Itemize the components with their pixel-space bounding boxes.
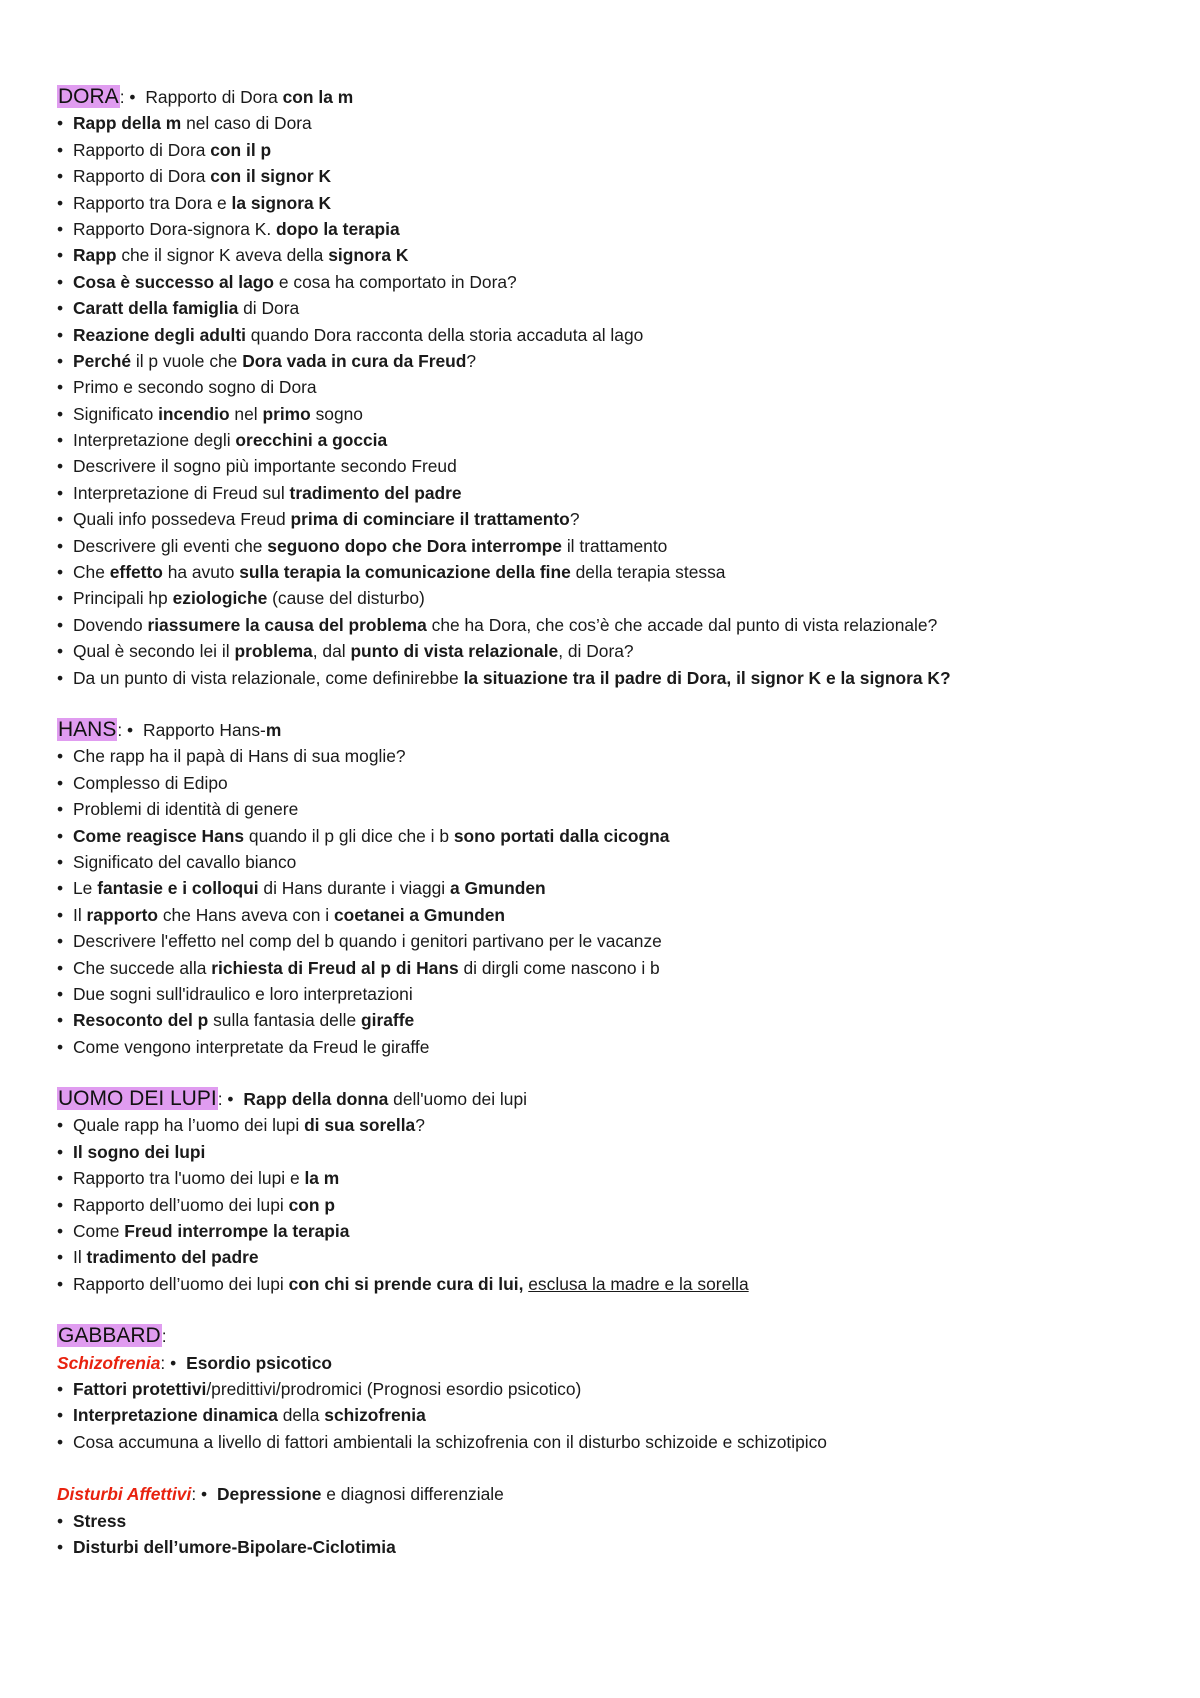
text-run: primo bbox=[262, 403, 311, 424]
list-item bbox=[57, 480, 1157, 506]
bullet: • bbox=[227, 1089, 234, 1110]
bullet: • bbox=[57, 535, 64, 556]
list-item bbox=[57, 216, 1157, 242]
text-run: Descrivere l'effetto nel comp del b quando i genitori partivano per le vacanze bbox=[73, 931, 662, 952]
affettivi-first-item bbox=[217, 1484, 504, 1504]
text-run: Rapp della donna bbox=[243, 1089, 389, 1110]
bullet: • bbox=[57, 1194, 64, 1215]
bullet: • bbox=[57, 1221, 64, 1242]
text-run: Come reagisce Hans bbox=[73, 825, 245, 846]
bullet: • bbox=[57, 139, 64, 160]
list-item bbox=[57, 1534, 1157, 1560]
list-item bbox=[57, 1244, 1157, 1270]
text-run: tradimento del padre bbox=[86, 1247, 259, 1268]
schizofrenia-line bbox=[57, 1350, 1157, 1376]
bullet: • bbox=[129, 87, 136, 107]
list-item-text bbox=[73, 377, 317, 397]
list-item-text bbox=[73, 245, 408, 265]
list-item-text bbox=[73, 140, 271, 160]
colon: : bbox=[217, 1089, 223, 1110]
bullet: • bbox=[57, 1247, 64, 1268]
document-body bbox=[57, 84, 1157, 1560]
text-run: tradimento del padre bbox=[289, 482, 462, 503]
colon: : bbox=[119, 87, 125, 107]
text-run: rapporto bbox=[86, 904, 159, 925]
list-item-text bbox=[73, 1168, 339, 1188]
text-run: Resoconto del p bbox=[73, 1010, 209, 1031]
text-run: incendio bbox=[158, 403, 230, 424]
colon: : bbox=[191, 1484, 197, 1505]
bullet: • bbox=[57, 1431, 64, 1452]
gabbard-heading-line bbox=[57, 1323, 1157, 1349]
list-item-text bbox=[73, 1405, 426, 1425]
list-item bbox=[57, 1007, 1157, 1033]
text-run: che Hans aveva con i bbox=[158, 904, 334, 925]
list-item bbox=[57, 1192, 1157, 1218]
list-item-text bbox=[73, 1432, 827, 1452]
text-run: sogno bbox=[310, 403, 363, 424]
text-run: a Gmunden bbox=[450, 878, 546, 899]
text-run: Principali hp bbox=[73, 588, 173, 609]
list-item bbox=[57, 1376, 1157, 1402]
list-item-text bbox=[73, 298, 299, 318]
list-item bbox=[57, 665, 1157, 691]
list-item bbox=[57, 823, 1157, 849]
list-item bbox=[57, 322, 1157, 348]
list-item bbox=[57, 163, 1157, 189]
text-run: Esordio psicotico bbox=[186, 1352, 333, 1373]
lupi-heading: UOMO DEI LUPI bbox=[58, 1087, 217, 1111]
list-item bbox=[57, 110, 1157, 136]
schizofrenia-title: Schizofrenia bbox=[57, 1352, 161, 1373]
list-item bbox=[57, 796, 1157, 822]
list-item bbox=[57, 585, 1157, 611]
list-item-text bbox=[73, 1511, 126, 1531]
text-run: Significato bbox=[73, 403, 159, 424]
list-item-text bbox=[73, 1221, 349, 1241]
list-item bbox=[57, 638, 1157, 664]
list-item bbox=[57, 1034, 1157, 1060]
bullet: • bbox=[57, 245, 64, 266]
text-run: di dirgli come nascono i b bbox=[458, 957, 660, 978]
text-run: Perché bbox=[73, 350, 132, 371]
list-item-text bbox=[73, 799, 298, 819]
list-item bbox=[57, 269, 1157, 295]
text-run: dell'uomo dei lupi bbox=[388, 1089, 527, 1110]
list-item-text bbox=[73, 1010, 414, 1030]
bullet: • bbox=[57, 403, 64, 424]
text-run: Complesso di Edipo bbox=[73, 772, 228, 793]
list-item-text bbox=[73, 1142, 205, 1162]
list-item-text bbox=[73, 826, 669, 846]
list-item-text bbox=[73, 1115, 425, 1135]
bullet: • bbox=[57, 772, 64, 793]
text-run: effetto bbox=[109, 562, 163, 583]
list-item-text bbox=[73, 905, 505, 925]
bullet: • bbox=[201, 1484, 208, 1505]
bullet: • bbox=[57, 931, 64, 952]
list-item-text bbox=[73, 166, 331, 186]
text-run: sono portati dalla cicogna bbox=[453, 825, 670, 846]
text-run: Che bbox=[73, 562, 110, 583]
text-run: il p vuole che bbox=[131, 350, 243, 371]
list-item-text bbox=[73, 588, 425, 608]
list-item-text bbox=[73, 641, 634, 661]
dora-heading: DORA bbox=[58, 85, 119, 108]
list-item-text bbox=[73, 615, 937, 635]
affettivi-line bbox=[57, 1481, 1157, 1507]
bullet: • bbox=[57, 1273, 64, 1294]
text-run: Significato del cavallo bianco bbox=[73, 851, 297, 872]
text-run: Problemi di identità di genere bbox=[73, 799, 299, 820]
text-run: ha avuto bbox=[162, 562, 240, 583]
lupi-first-item bbox=[243, 1089, 527, 1109]
bullet: • bbox=[57, 113, 64, 134]
text-run: Il bbox=[73, 904, 87, 925]
text-run: Cosa è successo al lago bbox=[73, 271, 275, 292]
text-run: , di Dora? bbox=[558, 641, 634, 662]
list-item-text bbox=[73, 509, 579, 529]
bullet: • bbox=[57, 509, 64, 530]
text-run: Dovendo bbox=[73, 614, 148, 635]
text-run: con chi si prende cura di lui, bbox=[288, 1273, 524, 1294]
text-run: di Hans durante i viaggi bbox=[258, 878, 450, 899]
list-item-text bbox=[73, 931, 662, 951]
list-item-text bbox=[73, 113, 312, 133]
list-item-text bbox=[73, 351, 476, 371]
text-run: con p bbox=[288, 1194, 335, 1215]
text-run: che il signor K aveva della bbox=[116, 245, 329, 266]
hans-items bbox=[57, 743, 1157, 1060]
text-run: Che rapp ha il papà di Hans di sua moglie? bbox=[73, 746, 406, 767]
text-run: Dora vada in cura da Freud bbox=[242, 350, 467, 371]
lupi-items bbox=[57, 1112, 1157, 1297]
list-item-text bbox=[73, 456, 457, 476]
list-item-text bbox=[73, 1537, 396, 1557]
text-run: la signora K bbox=[231, 192, 332, 213]
text-run: esclusa la madre e la sorella bbox=[528, 1273, 749, 1294]
list-item bbox=[57, 348, 1157, 374]
text-run: che ha Dora, che cos’è che accade dal punto di vista relazionale? bbox=[426, 614, 938, 635]
list-item bbox=[57, 506, 1157, 532]
gabbard-heading: GABBARD bbox=[58, 1324, 161, 1348]
text-run: Interpretazione dinamica bbox=[73, 1405, 278, 1426]
list-item bbox=[57, 533, 1157, 559]
list-item bbox=[57, 1165, 1157, 1191]
bullet: • bbox=[57, 614, 64, 635]
list-item bbox=[57, 427, 1157, 453]
list-item-text bbox=[73, 1037, 429, 1057]
bullet: • bbox=[57, 878, 64, 899]
text-run: della bbox=[277, 1405, 325, 1426]
bullet: • bbox=[57, 562, 64, 583]
text-run: sulla terapia la comunicazione della fine bbox=[239, 562, 571, 583]
bullet: • bbox=[57, 377, 64, 398]
text-run: e diagnosi differenziale bbox=[321, 1484, 504, 1505]
text-run: Il sogno dei lupi bbox=[73, 1141, 206, 1162]
dora-items bbox=[57, 110, 1157, 691]
list-item-text bbox=[73, 1379, 581, 1399]
text-run: la situazione tra il padre di Dora, il signor K e la signora K? bbox=[463, 667, 951, 688]
list-item-text bbox=[73, 746, 406, 766]
list-item bbox=[57, 981, 1157, 1007]
list-item-text bbox=[73, 668, 951, 688]
text-run: il trattamento bbox=[561, 535, 668, 556]
bullet: • bbox=[57, 588, 64, 609]
bullet: • bbox=[57, 166, 64, 187]
bullet: • bbox=[57, 1536, 64, 1557]
text-run: Cosa accumuna a livello di fattori ambientali la schizofrenia con il disturbo schizoide e schizotipico bbox=[73, 1431, 827, 1452]
list-item-text bbox=[73, 272, 517, 292]
text-run: Le bbox=[73, 878, 98, 899]
bullet: • bbox=[57, 1378, 64, 1399]
text-run: Freud interrompe la terapia bbox=[124, 1221, 350, 1242]
section-dora bbox=[57, 84, 1157, 691]
bullet: • bbox=[57, 983, 64, 1004]
bullet: • bbox=[57, 271, 64, 292]
text-run: Interpretazione degli bbox=[73, 430, 236, 451]
text-run: (cause del disturbo) bbox=[267, 588, 425, 609]
list-item-text bbox=[73, 483, 462, 503]
list-item bbox=[57, 849, 1157, 875]
bullet: • bbox=[57, 799, 64, 820]
bullet: • bbox=[57, 1168, 64, 1189]
list-item-text bbox=[73, 562, 725, 582]
bullet: • bbox=[57, 1010, 64, 1031]
text-run: seguono dopo che Dora interrompe bbox=[267, 535, 562, 556]
bullet: • bbox=[57, 667, 64, 688]
text-run: con il signor K bbox=[210, 166, 332, 187]
list-item bbox=[57, 875, 1157, 901]
bullet: • bbox=[170, 1352, 177, 1373]
list-item-text bbox=[73, 958, 660, 978]
list-item bbox=[57, 374, 1157, 400]
list-item-text bbox=[73, 325, 643, 345]
text-run: Quale rapp ha l’uomo dei lupi bbox=[73, 1115, 305, 1136]
text-run: di sua sorella bbox=[304, 1115, 416, 1136]
list-item bbox=[57, 453, 1157, 479]
text-run: riassumere la causa del problema bbox=[147, 614, 427, 635]
bullet: • bbox=[57, 825, 64, 846]
list-item bbox=[57, 1218, 1157, 1244]
list-item-text bbox=[73, 984, 413, 1004]
bullet: • bbox=[57, 218, 64, 239]
text-run: ? bbox=[415, 1115, 425, 1136]
text-run: Come vengono interpretate da Freud le giraffe bbox=[73, 1036, 430, 1057]
text-run: di Dora bbox=[238, 298, 300, 319]
text-run: Rapporto dell’uomo dei lupi bbox=[73, 1194, 289, 1215]
bullet: • bbox=[57, 957, 64, 978]
affettivi-title: Disturbi Affettivi bbox=[57, 1484, 192, 1505]
text-run: nel caso di Dora bbox=[181, 113, 312, 134]
bullet: • bbox=[57, 904, 64, 925]
lupi-heading-line bbox=[57, 1086, 1157, 1112]
list-item-text bbox=[73, 430, 387, 450]
list-item-text bbox=[73, 404, 363, 424]
bullet: • bbox=[57, 324, 64, 345]
list-item bbox=[57, 743, 1157, 769]
text-run: ? bbox=[466, 350, 477, 371]
list-item bbox=[57, 242, 1157, 268]
list-item bbox=[57, 401, 1157, 427]
colon: : bbox=[161, 1326, 167, 1347]
bullet: • bbox=[57, 350, 64, 371]
text-run: prima di cominciare il trattamento bbox=[290, 509, 570, 530]
text-run: quando Dora racconta della storia accaduta al lago bbox=[245, 324, 644, 345]
list-item bbox=[57, 1402, 1157, 1428]
text-run: , dal bbox=[312, 641, 351, 662]
list-item bbox=[57, 1112, 1157, 1138]
bullet: • bbox=[57, 456, 64, 477]
list-item bbox=[57, 559, 1157, 585]
text-run: Che succede alla bbox=[73, 957, 212, 978]
text-run: problema bbox=[234, 641, 313, 662]
text-run: quando il p gli dice che i b bbox=[244, 825, 454, 846]
text-run: e cosa ha comportato in Dora? bbox=[274, 271, 517, 292]
list-item-text bbox=[73, 536, 667, 556]
text-run: giraffe bbox=[361, 1010, 415, 1031]
list-item-text bbox=[73, 878, 546, 898]
text-run: Stress bbox=[73, 1510, 127, 1531]
text-run: m bbox=[265, 719, 282, 740]
hans-first-item bbox=[143, 720, 281, 740]
text-run: eziologiche bbox=[172, 588, 268, 609]
list-item-text bbox=[73, 219, 400, 239]
list-item bbox=[57, 295, 1157, 321]
text-run: fantasie e i colloqui bbox=[97, 878, 259, 899]
section-uomo-dei-lupi bbox=[57, 1086, 1157, 1297]
text-run: Rapp della m bbox=[73, 113, 182, 134]
list-item bbox=[57, 955, 1157, 981]
hans-heading: HANS bbox=[58, 717, 117, 741]
text-run: Da un punto di vista relazionale, come definirebbe bbox=[73, 667, 464, 688]
bullet: • bbox=[57, 192, 64, 213]
text-run: Primo e secondo sogno di Dora bbox=[73, 377, 317, 398]
bullet: • bbox=[57, 1510, 64, 1531]
text-run: Descrivere gli eventi che bbox=[73, 535, 268, 556]
bullet: • bbox=[57, 1115, 64, 1136]
list-item bbox=[57, 902, 1157, 928]
text-run: schizofrenia bbox=[324, 1405, 426, 1426]
affettivi-items bbox=[57, 1508, 1157, 1561]
text-run: Disturbi dell’umore-Bipolare-Ciclotimia bbox=[73, 1536, 396, 1557]
text-run: con la m bbox=[282, 87, 354, 107]
text-run: Come bbox=[73, 1221, 125, 1242]
text-run: Descrivere il sogno più importante secondo Freud bbox=[73, 456, 457, 477]
dora-heading-line bbox=[57, 84, 1157, 110]
text-run: Rapporto Dora-signora K. bbox=[73, 218, 276, 239]
text-run: sulla fantasia delle bbox=[208, 1010, 362, 1031]
text-run: ? bbox=[569, 509, 580, 530]
section-hans bbox=[57, 717, 1157, 1060]
text-run: /predittivi/prodromici (Prognosi esordio psicotico) bbox=[206, 1378, 582, 1399]
list-item bbox=[57, 1139, 1157, 1165]
text-run: Rapporto dell’uomo dei lupi bbox=[73, 1273, 289, 1294]
list-item bbox=[57, 612, 1157, 638]
text-run: Depressione bbox=[217, 1484, 322, 1505]
schizo-first-item bbox=[186, 1353, 332, 1373]
text-run: Qual è secondo lei il bbox=[73, 641, 235, 662]
dora-first-item bbox=[145, 87, 353, 107]
text-run: signora K bbox=[328, 245, 409, 266]
list-item-text bbox=[73, 1274, 749, 1294]
text-run: Rapporto tra Dora e bbox=[73, 192, 232, 213]
text-run: Quali info possedeva Freud bbox=[73, 509, 291, 530]
list-item bbox=[57, 770, 1157, 796]
list-item bbox=[57, 1508, 1157, 1534]
text-run: Rapporto di Dora bbox=[145, 87, 283, 107]
text-run: Interpretazione di Freud sul bbox=[73, 482, 290, 503]
text-run: Fattori protettivi bbox=[73, 1378, 207, 1399]
bullet: • bbox=[57, 1405, 64, 1426]
text-run: coetanei a Gmunden bbox=[333, 904, 506, 925]
list-item bbox=[57, 1429, 1157, 1455]
bullet: • bbox=[57, 1036, 64, 1057]
list-item-text bbox=[73, 193, 331, 213]
list-item-text bbox=[73, 852, 296, 872]
hans-heading-line bbox=[57, 717, 1157, 743]
text-run: Rapporto tra l'uomo dei lupi e bbox=[73, 1168, 305, 1189]
list-item-text bbox=[73, 1247, 259, 1267]
text-run: nel bbox=[229, 403, 263, 424]
text-run: richiesta di Freud al p di Hans bbox=[211, 957, 459, 978]
list-item bbox=[57, 190, 1157, 216]
text-run: la m bbox=[304, 1168, 340, 1189]
text-run: Rapporto di Dora bbox=[73, 139, 211, 160]
text-run: punto di vista relazionale bbox=[350, 641, 559, 662]
bullet: • bbox=[57, 482, 64, 503]
schizo-items bbox=[57, 1376, 1157, 1455]
text-run: dopo la terapia bbox=[276, 218, 400, 239]
text-run: con il p bbox=[210, 139, 272, 160]
colon: : bbox=[160, 1352, 166, 1373]
bullet: • bbox=[57, 746, 64, 767]
text-run: Rapporto di Dora bbox=[73, 166, 211, 187]
list-item bbox=[57, 1271, 1157, 1297]
text-run: Due sogni sull'idraulico e loro interpretazioni bbox=[73, 983, 413, 1004]
bullet: • bbox=[57, 430, 64, 451]
text-run: Reazione degli adulti bbox=[73, 324, 246, 345]
bullet: • bbox=[57, 1141, 64, 1162]
section-gabbard bbox=[57, 1323, 1157, 1560]
text-run: Rapp bbox=[73, 245, 117, 266]
text-run: orecchini a goccia bbox=[235, 430, 388, 451]
colon: : bbox=[117, 719, 123, 740]
text-run: della terapia stessa bbox=[570, 562, 726, 583]
text-run: Caratt della famiglia bbox=[73, 298, 239, 319]
list-item-text bbox=[73, 1195, 335, 1215]
list-item bbox=[57, 928, 1157, 954]
list-item bbox=[57, 137, 1157, 163]
list-item-text bbox=[73, 773, 228, 793]
text-run: Rapporto Hans- bbox=[143, 719, 266, 740]
bullet: • bbox=[57, 641, 64, 662]
text-run: Il bbox=[73, 1247, 87, 1268]
bullet: • bbox=[57, 851, 64, 872]
bullet: • bbox=[127, 719, 134, 740]
bullet: • bbox=[57, 298, 64, 319]
